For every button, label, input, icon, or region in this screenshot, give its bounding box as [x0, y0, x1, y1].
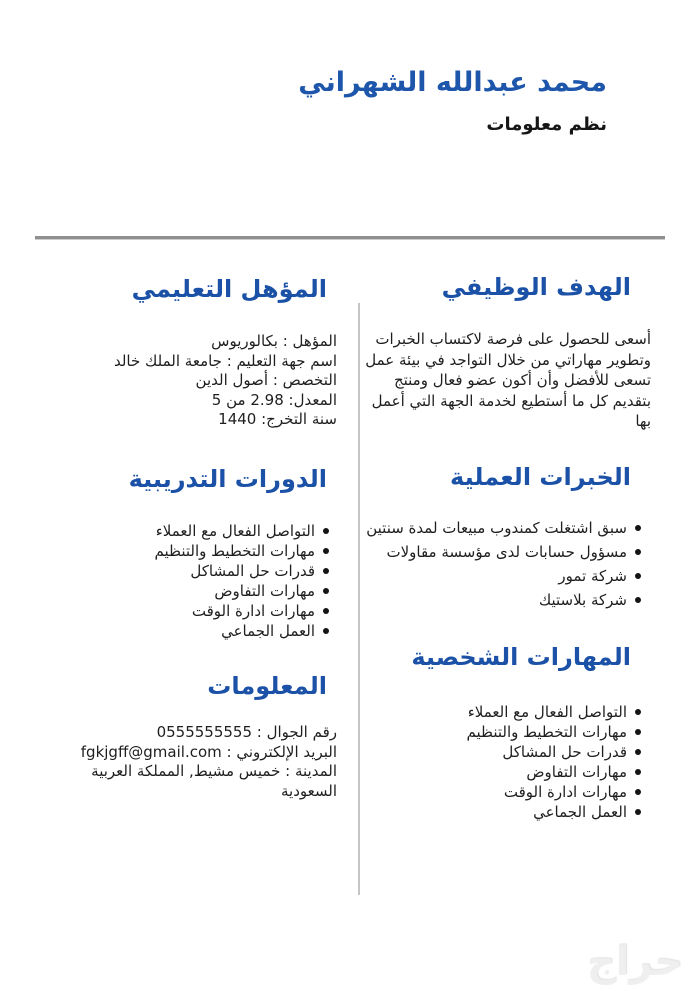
- section-contact-info: [40, 671, 355, 801]
- education-degree: المؤهل : بكالوريوس: [211, 332, 337, 350]
- section-heading-personal-skills: المهارات الشخصية: [411, 643, 631, 671]
- list-item: العمل الجماعي: [40, 621, 333, 641]
- personal-skills-list: [365, 702, 645, 822]
- list-item: قدرات حل المشاكل: [365, 742, 645, 762]
- list-item: مسؤول حسابات لدى مؤسسة مقاولات: [365, 542, 645, 562]
- list-item: مهارات التخطيط والتنظيم: [40, 541, 333, 561]
- column-divider-rule: [358, 303, 360, 895]
- header: [298, 66, 607, 136]
- contact-details: [40, 723, 337, 801]
- list-item: شركة تمور: [365, 566, 645, 586]
- person-specialty: نظم معلومات: [486, 114, 607, 135]
- section-heading-objective: الهدف الوظيفي: [441, 273, 631, 301]
- education-major: التخصص : أصول الدين: [195, 371, 337, 389]
- education-gpa: المعدل: 2.98 من 5: [211, 390, 337, 409]
- list-item: مهارات ادارة الوقت: [40, 601, 333, 621]
- section-work-experience: [365, 462, 665, 614]
- section-personal-skills: [365, 642, 665, 822]
- education-details: [40, 332, 337, 430]
- list-item: العمل الجماعي: [365, 802, 645, 822]
- list-item: مهارات التفاوض: [40, 581, 333, 601]
- section-heading-education: المؤهل التعليمي: [131, 275, 327, 303]
- experience-list: [365, 518, 645, 610]
- education-grad-year: سنة التخرج: 1440: [218, 410, 337, 428]
- header-divider-rule: [35, 236, 665, 240]
- objective-text: أسعى للحصول على فرصة لاكتساب الخبرات وتطوير مهاراتي من خلال التواجد في بيئة عمل تسعى للأفضل وأن أكون عضو فعال ومنتج بتقديم كل ما أستطيع لخدمة الجهة التي أعمل بها: [365, 330, 651, 430]
- section-heading-contact-info: المعلومات: [207, 672, 327, 700]
- list-item: التواصل الفعال مع العملاء: [40, 521, 333, 541]
- contact-city: المدينة : خميس مشيط, المملكة العربية السعودية: [91, 762, 337, 800]
- contact-email: البريد الإلكتروني : fgkjgff@gmail.com: [80, 742, 337, 761]
- person-name: محمد عبدالله الشهراني: [298, 67, 607, 98]
- list-item: مهارات التفاوض: [365, 762, 645, 782]
- contact-phone: رقم الجوال : 0555555555: [156, 723, 337, 741]
- section-heading-experience: الخبرات العملية: [450, 463, 631, 491]
- list-item: مهارات ادارة الوقت: [365, 782, 645, 802]
- list-item: سبق اشتغلت كمندوب مبيعات لمدة سنتين: [365, 518, 645, 538]
- haraj-watermark: حراج: [586, 939, 683, 985]
- list-item: قدرات حل المشاكل: [40, 561, 333, 581]
- section-heading-training-courses: الدورات التدريبية: [128, 465, 327, 493]
- section-career-objective: [365, 272, 665, 432]
- list-item: مهارات التخطيط والتنظيم: [365, 722, 645, 742]
- list-item: التواصل الفعال مع العملاء: [365, 702, 645, 722]
- section-education: [40, 274, 355, 430]
- list-item: شركة بلاستيك: [365, 590, 645, 610]
- section-training-courses: [40, 464, 355, 641]
- training-courses-list: [40, 521, 333, 641]
- education-institution: اسم جهة التعليم : جامعة الملك خالد: [113, 351, 337, 370]
